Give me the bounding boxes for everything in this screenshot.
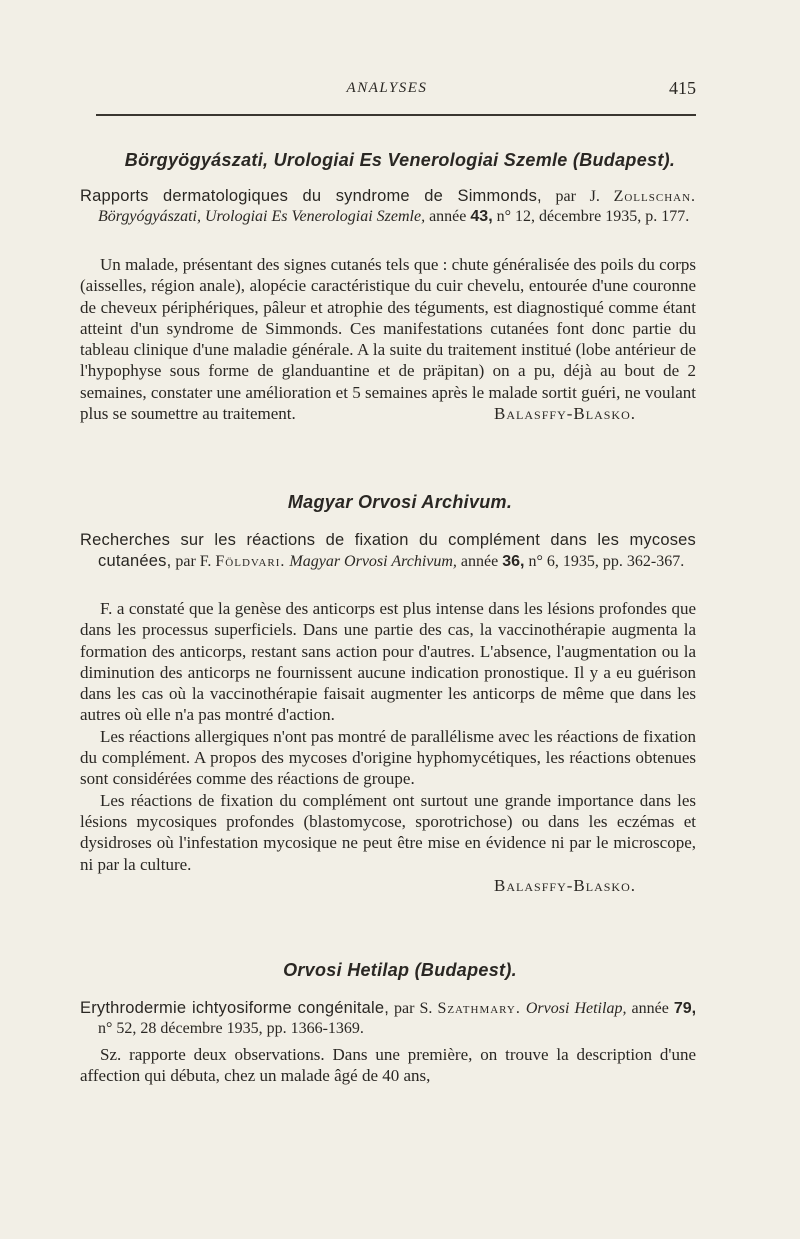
year-label: année bbox=[631, 1000, 669, 1017]
author-prefix: par J. bbox=[555, 188, 600, 205]
author-name: Zollschan. bbox=[613, 188, 697, 205]
page-header bbox=[78, 80, 696, 104]
article-title: Recherches sur les réactions de fixation du complément dans les mycoses cutanées, bbox=[80, 531, 696, 570]
page-number: 415 bbox=[669, 78, 696, 98]
journal-heading: Magyar Orvosi Archivum. bbox=[287, 492, 513, 512]
running-title: ANALYSES bbox=[346, 80, 428, 96]
article-body bbox=[80, 1044, 696, 1087]
author-name: Szathmary. bbox=[437, 1000, 521, 1017]
issue-info: n° 6, 1935, pp. 362-367. bbox=[528, 553, 685, 570]
body-paragraph: Les réactions allergiques n'ont pas montré de parallélisme avec les réactions de fixation du complément. A propos des mycoses d'origine hyphomycétiques, les réactions obtenues sont considérées comme des réactions de groupe. bbox=[80, 726, 696, 789]
article-body bbox=[80, 254, 696, 424]
source-journal: Orvosi Hetilap, bbox=[525, 1000, 627, 1017]
volume: 36, bbox=[502, 553, 525, 570]
article-body bbox=[80, 598, 696, 896]
article-title: Erythrodermie ichtyosiforme congénitale, bbox=[80, 999, 390, 1017]
article-entry bbox=[80, 530, 696, 572]
article-title: Rapports dermatologiques du syndrome de Simmonds, bbox=[80, 187, 542, 205]
issue-info: n° 12, décembre 1935, p. 177. bbox=[496, 208, 690, 225]
volume: 79, bbox=[673, 1000, 697, 1017]
source-journal: Börgyógyászati, Urologiai Es Venerologiai Szemle, bbox=[98, 208, 426, 225]
article-reference bbox=[80, 998, 696, 1039]
signature: Balasffy-Blasko. bbox=[494, 875, 636, 895]
author-prefix: par F. bbox=[175, 553, 212, 570]
article-reference bbox=[80, 530, 696, 572]
article-reference bbox=[80, 186, 696, 227]
volume: 43, bbox=[470, 208, 493, 225]
paragraph-text: Un malade, présentant des signes cutanés tels que : chute généralisée des poils du corps (aisselles, région anale), alopécie caractéristique du cuir chevelu, entourée d'une couronne de cheveux périphériques, pâleur et atrophie des téguments, est diagnostiqué comme étant atteint d'un syndrome de Simmonds. Ces manifestations cutanées font donc partie du tableau clinique d'une maladie générale. A la suite du traitement institué (lobe antérieur de l'hypophyse sous forme de glanduantine et de präpitan) on a pu, déjà au bout de 2 semaines, constater une amélioration et 5 semaines après le malade sortit guéri, ne voulant plus se soumettre au traitement. bbox=[80, 255, 696, 424]
body-paragraph: Sz. rapporte deux observations. Dans une première, on trouve la description d'une affection qui débuta, chez un malade âgé de 40 ans, bbox=[80, 1045, 696, 1086]
body-paragraph: Les réactions de fixation du complément ont surtout une grande importance dans les lésions mycosiques profondes (blastomycose, sporotrichose) ou dans les eczémas et dysidroses où l'infestation mycosique ne peut être mise en évidence ni par le microscope, ni par la culture. bbox=[80, 790, 696, 874]
journal-heading: Börgyögyászati, Urologiai Es Venerologiai Szemle (Budapest). bbox=[124, 150, 676, 170]
author-name: Földvari. bbox=[215, 553, 286, 570]
source-journal: Magyar Orvosi Archivum, bbox=[289, 553, 457, 570]
body-paragraph: F. a constaté que la genèse des anticorps est plus intense dans les lésions profondes que dans les processus superficiels. Dans une partie des cas, la vaccinothérapie augmenta la formation des anticorps, restant sans action pour d'autres. L'absence, l'augmentation ou la diminution des anticorps ne fournissent aucune indication pronostique. Il y a eu guérison dans les cas où la vaccinothérapie faisait augmenter les anticorps de même que dans les autres où elle n'a pas montré d'action. bbox=[80, 599, 696, 725]
issue-info: n° 52, 28 décembre 1935, pp. 1366-1369. bbox=[98, 1020, 364, 1037]
journal-heading: Orvosi Hetilap (Budapest). bbox=[283, 960, 517, 980]
signature: Balasffy-Blasko. bbox=[494, 404, 636, 424]
year-label: année bbox=[460, 553, 499, 570]
year-label: année bbox=[429, 208, 467, 225]
header-rule bbox=[96, 114, 696, 116]
article-entry bbox=[80, 186, 696, 227]
author-prefix: par S. bbox=[394, 1000, 433, 1017]
body-paragraph bbox=[80, 254, 696, 424]
article-entry bbox=[80, 998, 696, 1039]
